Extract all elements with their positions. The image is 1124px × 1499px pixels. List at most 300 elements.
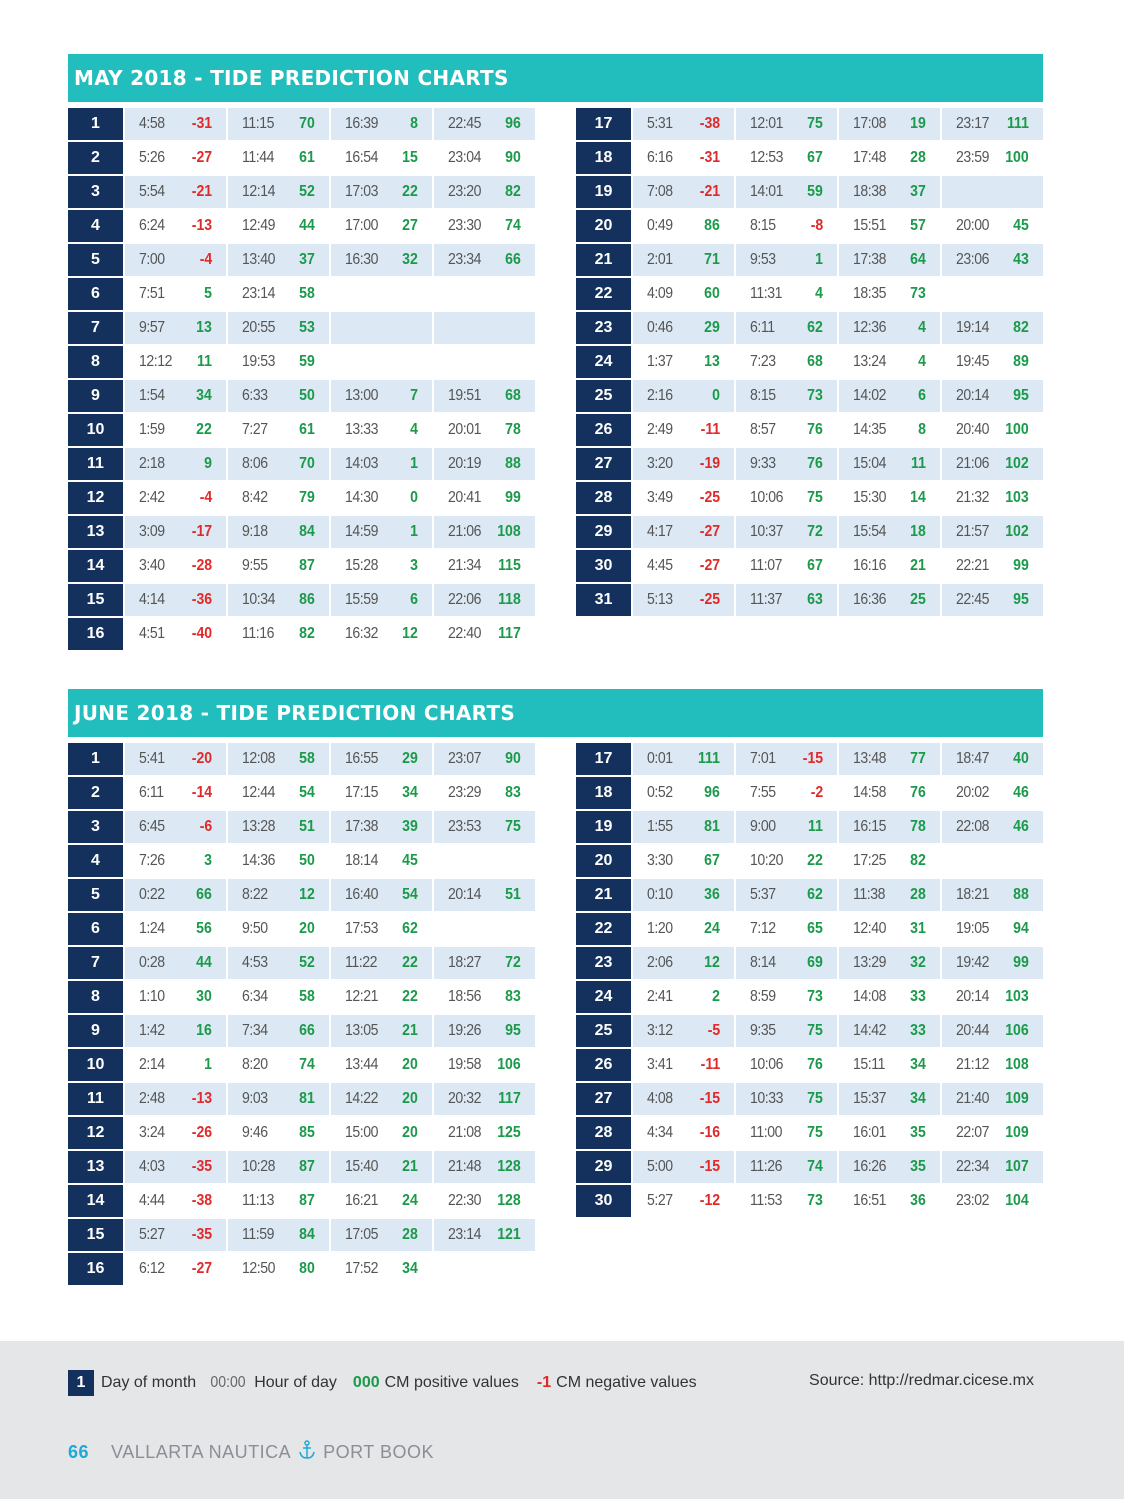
tide-height: 18 <box>910 523 926 540</box>
tide-height: 3 <box>204 852 212 869</box>
tide-row <box>68 1151 535 1183</box>
tide-row <box>68 584 535 616</box>
tide-time: 4:08 <box>647 1090 673 1107</box>
tide-height: -38 <box>699 115 720 132</box>
tide-row <box>68 1015 535 1047</box>
tide-height: 99 <box>505 489 521 506</box>
tide-time: 22:30 <box>448 1192 482 1209</box>
tide-time: 16:21 <box>345 1192 379 1209</box>
tide-entry <box>839 142 940 174</box>
day-number: 5 <box>68 244 123 276</box>
tide-height: 115 <box>498 557 521 574</box>
tide-time: 20:02 <box>956 784 990 801</box>
day-number: 10 <box>68 414 123 446</box>
tide-entry <box>125 1015 226 1047</box>
tide-height: 69 <box>807 954 823 971</box>
tide-height: 96 <box>704 784 720 801</box>
legend-negative-label: CM negative values <box>556 1374 697 1391</box>
tide-time: 9:33 <box>750 455 776 472</box>
tide-height: 27 <box>402 217 418 234</box>
tide-time: 14:30 <box>345 489 379 506</box>
tide-entry <box>228 448 329 480</box>
tide-entry <box>125 210 226 242</box>
tide-entry <box>125 1083 226 1115</box>
tide-row <box>68 845 535 877</box>
tide-time: 4:17 <box>647 523 673 540</box>
tide-entry <box>125 108 226 140</box>
tide-height: 15 <box>402 149 418 166</box>
tide-height: 39 <box>402 818 418 835</box>
tide-entry <box>942 879 1043 911</box>
tide-height: 28 <box>402 1226 418 1243</box>
tide-height: 20 <box>402 1124 418 1141</box>
tide-time: 13:40 <box>242 251 276 268</box>
day-number: 17 <box>576 108 631 140</box>
legend-positive-label: CM positive values <box>384 1374 519 1391</box>
day-number: 15 <box>68 584 123 616</box>
tide-entry <box>331 1117 432 1149</box>
tide-height: 29 <box>704 319 720 336</box>
tide-time: 8:14 <box>750 954 776 971</box>
tide-height: 50 <box>299 387 315 404</box>
tide-entry <box>736 1151 837 1183</box>
tide-time: 21:32 <box>956 489 990 506</box>
tide-entry <box>633 448 734 480</box>
tide-entry <box>228 142 329 174</box>
tide-time: 16:40 <box>345 886 379 903</box>
tide-height: 90 <box>505 750 521 767</box>
tide-entry <box>633 1015 734 1047</box>
tide-time: 4:51 <box>139 625 165 642</box>
tide-time: 20:01 <box>448 421 482 438</box>
tide-height: 1 <box>204 1056 212 1073</box>
tide-entry <box>125 845 226 877</box>
tide-entry <box>839 176 940 208</box>
tide-time: 21:06 <box>956 455 990 472</box>
tide-row <box>68 108 535 140</box>
tide-time: 14:02 <box>853 387 887 404</box>
tide-entry <box>633 550 734 582</box>
tide-entry <box>228 777 329 809</box>
tide-time: 10:20 <box>750 852 784 869</box>
tide-row <box>68 1117 535 1149</box>
day-number: 24 <box>576 981 631 1013</box>
tide-row <box>576 210 1043 242</box>
tide-time: 5:31 <box>647 115 673 132</box>
tide-time: 11:07 <box>750 557 782 574</box>
tide-height: 73 <box>910 285 926 302</box>
tide-row <box>68 1185 535 1217</box>
tide-entry <box>942 1083 1043 1115</box>
tide-time: 3:09 <box>139 523 165 540</box>
day-number: 11 <box>68 448 123 480</box>
tide-entry <box>633 777 734 809</box>
tide-height: -26 <box>191 1124 212 1141</box>
tide-entry <box>331 947 432 979</box>
tide-height: -21 <box>699 183 720 200</box>
tide-entry <box>942 1185 1043 1217</box>
tide-entry <box>942 1151 1043 1183</box>
tide-time: 15:40 <box>345 1158 379 1175</box>
tide-entry <box>839 312 940 344</box>
day-number: 19 <box>576 811 631 843</box>
tide-time: 11:38 <box>853 886 885 903</box>
tide-entry <box>839 913 940 945</box>
tide-time: 5:54 <box>139 183 165 200</box>
tide-height: -15 <box>699 1158 720 1175</box>
tide-row <box>68 244 535 276</box>
tide-row <box>576 1015 1043 1047</box>
tide-entry <box>942 516 1043 548</box>
legend <box>68 1370 697 1396</box>
tide-entry <box>125 1185 226 1217</box>
tide-height: 109 <box>1005 1090 1029 1107</box>
tide-row <box>576 1083 1043 1115</box>
tide-entry <box>228 516 329 548</box>
tide-height: 36 <box>910 1192 926 1209</box>
tide-height: 0 <box>410 489 418 506</box>
tide-time: 2:16 <box>647 387 673 404</box>
tide-height: 50 <box>299 852 315 869</box>
tide-height: 11 <box>197 353 212 370</box>
tide-time: 20:32 <box>448 1090 482 1107</box>
tide-time: 2:42 <box>139 489 165 506</box>
tide-time: 12:21 <box>345 988 379 1005</box>
tide-time: 19:58 <box>448 1056 482 1073</box>
tide-entry <box>434 1219 535 1251</box>
tide-time: 11:53 <box>750 1192 782 1209</box>
tide-time: 1:54 <box>139 387 165 404</box>
tide-height: 128 <box>497 1192 521 1209</box>
tide-height: -27 <box>191 1260 212 1277</box>
tide-time: 17:25 <box>853 852 887 869</box>
day-number: 30 <box>576 1185 631 1217</box>
tide-time: 11:13 <box>242 1192 274 1209</box>
tide-entry <box>839 414 940 446</box>
tide-entry <box>125 312 226 344</box>
tide-height: 66 <box>196 886 212 903</box>
tide-height: 56 <box>196 920 212 937</box>
tide-time: 0:52 <box>647 784 673 801</box>
tide-height: 59 <box>299 353 315 370</box>
tide-time: 14:35 <box>853 421 887 438</box>
tide-entry <box>736 947 837 979</box>
day-number: 21 <box>576 244 631 276</box>
tide-row <box>68 142 535 174</box>
tide-entry <box>125 811 226 843</box>
tide-entry <box>434 448 535 480</box>
tide-time: 22:06 <box>448 591 482 608</box>
tide-height: 1 <box>815 251 823 268</box>
tide-entry <box>125 879 226 911</box>
day-number: 1 <box>68 743 123 775</box>
may-section-title: MAY 2018 - TIDE PREDICTION CHARTS <box>68 54 1043 102</box>
tide-height: -4 <box>199 251 212 268</box>
tide-row <box>576 947 1043 979</box>
tide-height: -31 <box>191 115 212 132</box>
tide-time: 9:35 <box>750 1022 776 1039</box>
tide-height: 4 <box>815 285 823 302</box>
tide-time: 0:22 <box>139 886 165 903</box>
day-number: 13 <box>68 516 123 548</box>
day-number: 11 <box>68 1083 123 1115</box>
tide-time: 14:08 <box>853 988 887 1005</box>
tide-time: 15:54 <box>853 523 887 540</box>
legend-time-sample: 00:00 <box>210 1374 246 1391</box>
tide-entry <box>839 108 940 140</box>
tide-time: 6:12 <box>139 1260 165 1277</box>
tide-entry <box>942 142 1043 174</box>
tide-height: 0 <box>712 387 720 404</box>
day-number: 31 <box>576 584 631 616</box>
tide-time: 8:57 <box>750 421 776 438</box>
tide-time: 23:02 <box>956 1192 990 1209</box>
tide-time: 4:45 <box>647 557 673 574</box>
tide-height: 73 <box>807 1192 823 1209</box>
tide-height: 75 <box>807 1090 823 1107</box>
tide-entry <box>331 142 432 174</box>
tide-time: 16:26 <box>853 1158 887 1175</box>
tide-height: 3 <box>410 557 418 574</box>
tide-height: 117 <box>498 625 521 642</box>
tide-time: 20:00 <box>956 217 990 234</box>
tide-time: 1:55 <box>647 818 673 835</box>
tide-entry <box>434 346 535 378</box>
tide-height: 4 <box>410 421 418 438</box>
tide-height: 79 <box>299 489 315 506</box>
tide-entry <box>633 516 734 548</box>
tide-height: -2 <box>810 784 823 801</box>
tide-height: 2 <box>712 988 720 1005</box>
tide-entry <box>942 1117 1043 1149</box>
tide-height: -27 <box>699 523 720 540</box>
tide-row <box>576 142 1043 174</box>
tide-entry <box>125 981 226 1013</box>
tide-time: 19:53 <box>242 353 276 370</box>
tide-height: 34 <box>910 1090 926 1107</box>
tide-row <box>576 743 1043 775</box>
tide-entry <box>736 584 837 616</box>
tide-entry <box>633 244 734 276</box>
tide-entry <box>839 516 940 548</box>
tide-height: 45 <box>1013 217 1029 234</box>
tide-height: -19 <box>699 455 720 472</box>
tide-height: -15 <box>802 750 823 767</box>
tide-entry <box>331 516 432 548</box>
day-number: 21 <box>576 879 631 911</box>
day-number: 25 <box>576 380 631 412</box>
tide-height: 76 <box>807 455 823 472</box>
tide-time: 12:12 <box>139 353 173 370</box>
tide-height: 82 <box>505 183 521 200</box>
tide-row <box>576 1117 1043 1149</box>
tide-time: 11:26 <box>750 1158 782 1175</box>
tide-row <box>68 618 535 650</box>
tide-row <box>576 1185 1043 1217</box>
tide-time: 5:37 <box>750 886 776 903</box>
tide-entry <box>125 550 226 582</box>
tide-entry <box>839 1185 940 1217</box>
tide-height: 84 <box>299 1226 315 1243</box>
tide-entry <box>331 584 432 616</box>
tide-entry <box>434 482 535 514</box>
tide-height: 34 <box>196 387 212 404</box>
tide-height: 75 <box>505 818 521 835</box>
tide-height: -27 <box>699 557 720 574</box>
tide-entry <box>434 278 535 310</box>
legend-day-label: Day of month <box>101 1374 197 1391</box>
tide-height: 8 <box>918 421 926 438</box>
tide-height: 34 <box>402 784 418 801</box>
tide-entry <box>942 278 1043 310</box>
tide-entry <box>736 811 837 843</box>
tide-entry <box>331 1015 432 1047</box>
tide-height: -25 <box>699 489 720 506</box>
tide-time: 12:01 <box>750 115 784 132</box>
tide-entry <box>228 1253 329 1285</box>
tide-height: 70 <box>299 115 315 132</box>
tide-entry <box>434 947 535 979</box>
tide-entry <box>228 1083 329 1115</box>
tide-height: -13 <box>191 1090 212 1107</box>
tide-time: 19:51 <box>448 387 482 404</box>
tide-time: 9:55 <box>242 557 268 574</box>
tide-row <box>68 448 535 480</box>
tide-height: -14 <box>191 784 212 801</box>
tide-time: 1:10 <box>139 988 165 1005</box>
tide-height: 89 <box>1013 353 1029 370</box>
tide-entry <box>839 1015 940 1047</box>
tide-time: 12:50 <box>242 1260 276 1277</box>
tide-time: 5:00 <box>647 1158 673 1175</box>
tide-time: 23:34 <box>448 251 482 268</box>
tide-time: 4:44 <box>139 1192 165 1209</box>
tide-height: 74 <box>807 1158 823 1175</box>
tide-height: -15 <box>699 1090 720 1107</box>
tide-height: -5 <box>707 1022 720 1039</box>
tide-time: 0:49 <box>647 217 673 234</box>
day-number: 30 <box>576 550 631 582</box>
tide-entry <box>434 1185 535 1217</box>
tide-entry <box>228 1219 329 1251</box>
tide-time: 0:10 <box>647 886 673 903</box>
tide-entry <box>228 176 329 208</box>
tide-time: 2:49 <box>647 421 673 438</box>
tide-time: 22:08 <box>956 818 990 835</box>
tide-height: 29 <box>402 750 418 767</box>
tide-row <box>576 414 1043 446</box>
tide-time: 21:34 <box>448 557 482 574</box>
tide-row <box>576 777 1043 809</box>
day-number: 16 <box>68 618 123 650</box>
tide-entry <box>942 981 1043 1013</box>
tide-height: 99 <box>1013 954 1029 971</box>
tide-height: 111 <box>698 750 720 767</box>
tide-entry <box>839 584 940 616</box>
tide-time: 17:15 <box>345 784 379 801</box>
day-number: 26 <box>576 1049 631 1081</box>
tide-entry <box>839 811 940 843</box>
tide-time: 8:06 <box>242 455 268 472</box>
tide-time: 3:41 <box>647 1056 673 1073</box>
tide-height: 95 <box>505 1022 521 1039</box>
tide-time: 15:00 <box>345 1124 379 1141</box>
tide-time: 13:33 <box>345 421 379 438</box>
tide-time: 0:28 <box>139 954 165 971</box>
tide-height: 68 <box>807 353 823 370</box>
tide-entry <box>228 210 329 242</box>
tide-height: 65 <box>807 920 823 937</box>
day-number: 28 <box>576 1117 631 1149</box>
day-number: 18 <box>576 777 631 809</box>
tide-entry <box>331 618 432 650</box>
tide-row <box>68 550 535 582</box>
day-number: 22 <box>576 913 631 945</box>
tide-height: 13 <box>196 319 212 336</box>
day-number: 25 <box>576 1015 631 1047</box>
tide-height: 24 <box>402 1192 418 1209</box>
tide-entry <box>633 743 734 775</box>
tide-time: 3:30 <box>647 852 673 869</box>
tide-height: 62 <box>807 886 823 903</box>
tide-height: 67 <box>807 149 823 166</box>
tide-entry <box>434 550 535 582</box>
tide-entry <box>736 380 837 412</box>
tide-entry <box>942 584 1043 616</box>
tide-time: 13:44 <box>345 1056 379 1073</box>
tide-height: 76 <box>807 421 823 438</box>
tide-time: 14:01 <box>750 183 784 200</box>
tide-height: 86 <box>299 591 315 608</box>
tide-time: 7:55 <box>750 784 776 801</box>
tide-time: 4:09 <box>647 285 673 302</box>
tide-height: 102 <box>1005 523 1029 540</box>
tide-height: 57 <box>910 217 926 234</box>
tide-entry <box>125 1253 226 1285</box>
tide-height: 54 <box>402 886 418 903</box>
tide-time: 5:26 <box>139 149 165 166</box>
tide-entry <box>736 913 837 945</box>
tide-height: 11 <box>808 818 823 835</box>
tide-height: 99 <box>1013 557 1029 574</box>
tide-time: 3:20 <box>647 455 673 472</box>
tide-time: 6:11 <box>139 784 164 801</box>
tide-time: 17:48 <box>853 149 887 166</box>
tide-entry <box>434 516 535 548</box>
tide-height: 37 <box>910 183 926 200</box>
tide-height: 117 <box>498 1090 521 1107</box>
tide-height: 61 <box>299 149 315 166</box>
tide-height: 52 <box>299 954 315 971</box>
tide-height: -40 <box>191 625 212 642</box>
tide-time: 16:30 <box>345 251 379 268</box>
tide-entry <box>434 1083 535 1115</box>
tide-height: 9 <box>204 455 212 472</box>
page-footer <box>68 1440 434 1465</box>
tide-height: 4 <box>918 353 926 370</box>
tide-entry <box>228 1151 329 1183</box>
tide-height: 28 <box>910 149 926 166</box>
tide-entry <box>434 1015 535 1047</box>
tide-entry <box>434 618 535 650</box>
publication-section: PORT BOOK <box>323 1442 434 1462</box>
tide-height: 6 <box>918 387 926 404</box>
tide-time: 11:31 <box>750 285 782 302</box>
tide-height: 21 <box>910 557 926 574</box>
tide-entry <box>736 414 837 446</box>
tide-row <box>68 516 535 548</box>
legend-day-swatch: 1 <box>68 1370 94 1396</box>
